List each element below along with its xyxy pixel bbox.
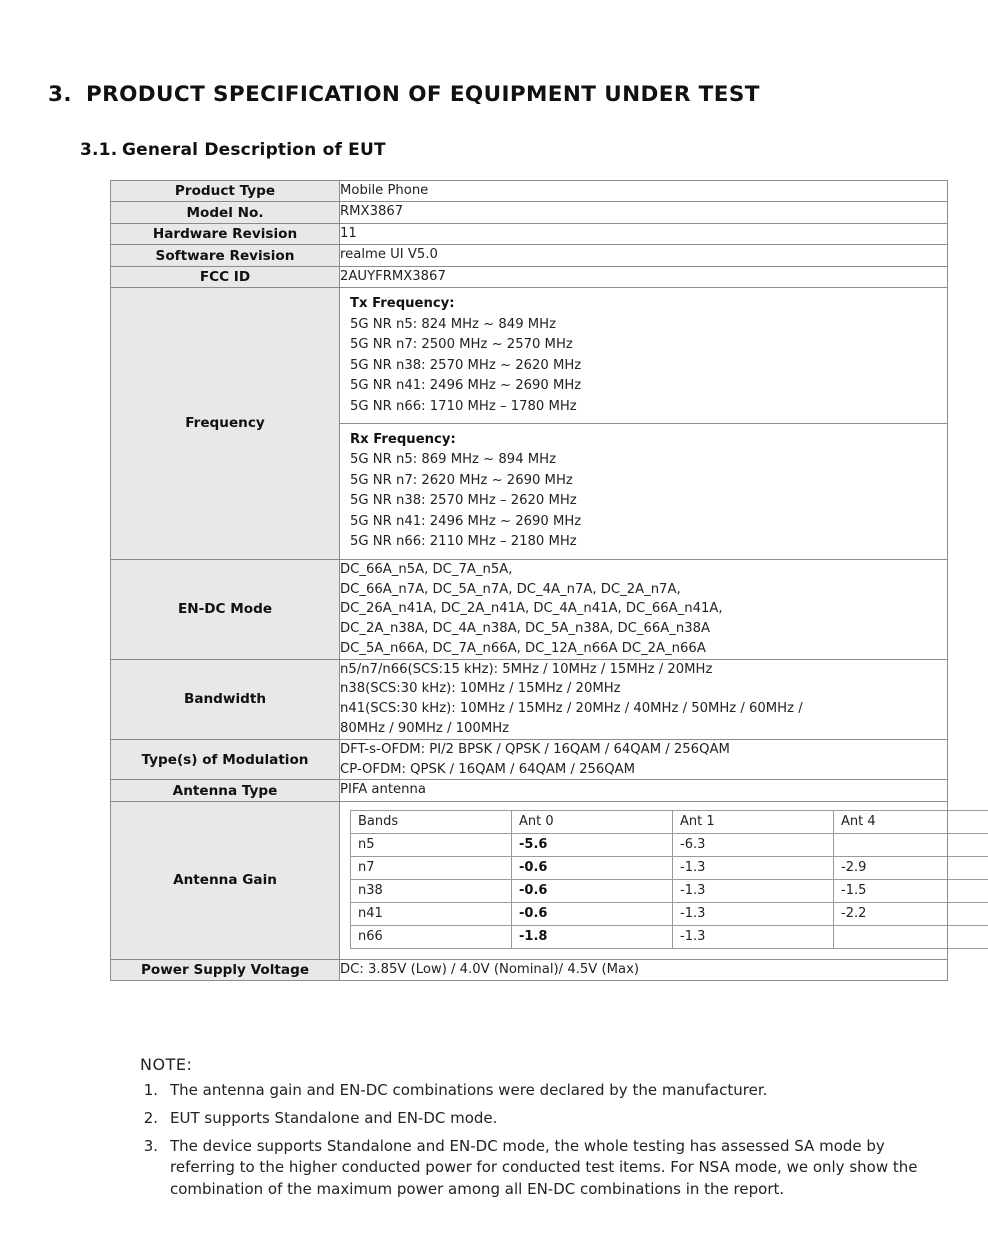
note-text: The device supports Standalone and EN-DC mode, the whole testing has assessed SA mode by referring to the higher conducted power for conducted test items. For NSA mode, we only show the combination of the maximum power among all EN-DC combinations in the report. — [170, 1136, 918, 1198]
row-value — [340, 801, 948, 959]
rx-frequency-line: 5G NR n66: 2110 MHz – 2180 MHz — [350, 534, 577, 550]
bandwidth-line: n38(SCS:30 kHz): 10MHz / 15MHz / 20MHz — [340, 681, 621, 697]
gain-ant1-cell: -6.3 — [673, 833, 834, 856]
row-value: Mobile Phone — [340, 181, 948, 202]
bandwidth-line: 80MHz / 90MHz / 100MHz — [340, 721, 510, 737]
subsection-number: 3.1. — [80, 140, 118, 160]
rx-frequency-title: Rx Frequency: — [350, 431, 456, 447]
eut-specification-table — [110, 180, 948, 981]
antenna-gain-wrapper — [340, 802, 947, 959]
table-row-modulation — [111, 739, 948, 780]
notes-list — [140, 1080, 940, 1201]
gain-band-cell: n41 — [351, 902, 512, 925]
gain-ant0-cell: -5.6 — [512, 833, 673, 856]
frequency-inner-table — [340, 288, 947, 558]
table-row-product-type — [111, 181, 948, 202]
gain-band-cell: n7 — [351, 856, 512, 879]
note-item — [140, 1136, 940, 1201]
tx-frequency-line: 5G NR n41: 2496 MHz ~ 2690 MHz — [350, 378, 582, 394]
gain-header-cell: Ant 0 — [512, 810, 673, 833]
rx-frequency-line: 5G NR n7: 2620 MHz ~ 2690 MHz — [350, 472, 573, 488]
gain-ant4-cell: -2.2 — [834, 902, 988, 925]
note-item — [140, 1108, 940, 1130]
table-row-endc-mode — [111, 559, 948, 659]
note-index: 3. — [143, 1136, 158, 1155]
row-label: Bandwidth — [111, 659, 340, 739]
table-row-hardware-revision — [111, 223, 948, 244]
endc-line: DC_2A_n38A, DC_4A_n38A, DC_5A_n38A, DC_66A_n38A — [340, 621, 711, 637]
row-label: Antenna Gain — [111, 801, 340, 959]
row-value: RMX3867 — [340, 202, 948, 223]
endc-line: DC_5A_n66A, DC_7A_n66A, DC_12A_n66A DC_2A_n66A — [340, 640, 706, 656]
note-index: 2. — [143, 1108, 158, 1127]
row-label: Hardware Revision — [111, 223, 340, 244]
endc-line: DC_26A_n41A, DC_2A_n41A, DC_4A_n41A, DC_66A_n41A, — [340, 601, 723, 617]
row-label: Product Type — [111, 181, 340, 202]
table-row-power-supply-voltage — [111, 959, 948, 980]
table-row-model-no — [111, 202, 948, 223]
gain-row — [351, 902, 988, 925]
endc-line: DC_66A_n5A, DC_7A_n5A, — [340, 561, 513, 577]
section-number: 3. — [48, 82, 72, 107]
rx-frequency-block — [340, 423, 947, 558]
row-value: 11 — [340, 223, 948, 244]
gain-ant1-cell: -1.3 — [673, 856, 834, 879]
note-text: The antenna gain and EN-DC combinations were declared by the manufacturer. — [170, 1081, 768, 1099]
gain-band-cell: n38 — [351, 879, 512, 902]
gain-ant1-cell: -1.3 — [673, 902, 834, 925]
tx-frequency-line: 5G NR n5: 824 MHz ~ 849 MHz — [350, 316, 556, 332]
subsection-title: General Description of EUT — [122, 140, 386, 160]
row-value — [340, 288, 948, 559]
gain-row — [351, 925, 988, 948]
note-index: 1. — [143, 1081, 158, 1099]
row-value — [340, 559, 948, 659]
gain-ant1-cell: -1.3 — [673, 879, 834, 902]
gain-ant4-cell: -2.9 — [834, 856, 988, 879]
table-row-software-revision — [111, 245, 948, 266]
rx-frequency-line: 5G NR n5: 869 MHz ~ 894 MHz — [350, 452, 556, 468]
row-value — [340, 739, 948, 780]
subsection-heading — [80, 140, 386, 160]
gain-ant0-cell: -0.6 — [512, 902, 673, 925]
gain-ant4-cell — [834, 925, 988, 948]
gain-row — [351, 856, 988, 879]
notes-section — [140, 1055, 940, 1201]
table-row-frequency — [111, 288, 948, 559]
note-text: EUT supports Standalone and EN-DC mode. — [170, 1108, 498, 1127]
modulation-line: CP-OFDM: QPSK / 16QAM / 64QAM / 256QAM — [340, 761, 636, 777]
gain-header-cell: Ant 1 — [673, 810, 834, 833]
row-value: realme UI V5.0 — [340, 245, 948, 266]
gain-ant4-cell — [834, 833, 988, 856]
note-item — [140, 1080, 940, 1102]
row-label: Type(s) of Modulation — [111, 739, 340, 780]
gain-header-row — [351, 810, 988, 833]
rx-frequency-line: 5G NR n38: 2570 MHz – 2620 MHz — [350, 493, 577, 509]
rx-frequency-line: 5G NR n41: 2496 MHz ~ 2690 MHz — [350, 513, 582, 529]
table-row-antenna-gain — [111, 801, 948, 959]
section-heading — [48, 82, 760, 107]
row-label: Software Revision — [111, 245, 340, 266]
tx-frequency-block — [340, 288, 947, 423]
gain-row — [351, 833, 988, 856]
gain-ant1-cell: -1.3 — [673, 925, 834, 948]
row-label: Power Supply Voltage — [111, 959, 340, 980]
row-label: Frequency — [111, 288, 340, 559]
tx-frequency-line: 5G NR n38: 2570 MHz ~ 2620 MHz — [350, 357, 582, 373]
section-title: PRODUCT SPECIFICATION OF EQUIPMENT UNDER TEST — [86, 82, 760, 107]
row-label: FCC ID — [111, 266, 340, 287]
tx-frequency-line: 5G NR n7: 2500 MHz ~ 2570 MHz — [350, 337, 573, 353]
row-label: Model No. — [111, 202, 340, 223]
row-label: Antenna Type — [111, 780, 340, 801]
row-value: 2AUYFRMX3867 — [340, 266, 948, 287]
gain-row — [351, 879, 988, 902]
row-value: PIFA antenna — [340, 780, 948, 801]
bandwidth-line: n41(SCS:30 kHz): 10MHz / 15MHz / 20MHz / 40MHz / 50MHz / 60MHz / — [340, 701, 803, 717]
gain-ant0-cell: -0.6 — [512, 856, 673, 879]
table-row-bandwidth — [111, 659, 948, 739]
gain-header-cell: Bands — [351, 810, 512, 833]
bandwidth-line: n5/n7/n66(SCS:15 kHz): 5MHz / 10MHz / 15MHz / 20MHz — [340, 661, 713, 677]
gain-band-cell: n66 — [351, 925, 512, 948]
gain-ant4-cell: -1.5 — [834, 879, 988, 902]
endc-line: DC_66A_n7A, DC_5A_n7A, DC_4A_n7A, DC_2A_n7A, — [340, 581, 681, 597]
tx-frequency-line: 5G NR n66: 1710 MHz – 1780 MHz — [350, 398, 577, 414]
row-value: DC: 3.85V (Low) / 4.0V (Nominal)/ 4.5V (Max) — [340, 959, 948, 980]
gain-ant0-cell: -0.6 — [512, 879, 673, 902]
tx-frequency-title: Tx Frequency: — [350, 296, 455, 312]
gain-band-cell: n5 — [351, 833, 512, 856]
table-row-fcc-id — [111, 266, 948, 287]
notes-title: NOTE: — [140, 1055, 193, 1074]
gain-ant0-cell: -1.8 — [512, 925, 673, 948]
row-label: EN-DC Mode — [111, 559, 340, 659]
row-value — [340, 659, 948, 739]
gain-header-cell: Ant 4 — [834, 810, 988, 833]
modulation-line: DFT-s-OFDM: PI/2 BPSK / QPSK / 16QAM / 64QAM / 256QAM — [340, 741, 730, 757]
table-row-antenna-type — [111, 780, 948, 801]
antenna-gain-table — [350, 810, 988, 949]
